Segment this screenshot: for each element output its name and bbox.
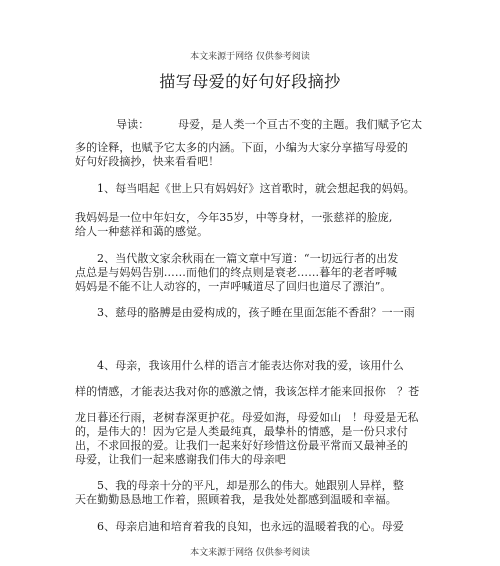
paragraph-4-line-3b: ！母爱是无私 xyxy=(352,411,419,424)
paragraph-2-line-3: 妈妈是不能不让人动容的，一声呼喊道尽了回归也道尽了漂泊”。 xyxy=(75,280,392,293)
paragraph-3-line-1: 3、慈母的胳膊是由爱构成的，孩子睡在里面怎能不香甜？一一雨 xyxy=(97,306,415,319)
footer-note: 本文来源于网络 仅供参考阅读 xyxy=(190,548,310,558)
intro-label: 导读： xyxy=(116,118,150,131)
paragraph-2-line-1: 2、当代散文家余秋雨在一篇文章中写道：“一切远行者的出发 xyxy=(97,252,399,265)
header-note: 本文来源于网络 仅供参考阅读 xyxy=(190,52,310,62)
paragraph-4-line-6: 母爱，让我们一起来感谢我们伟大的母亲吧 xyxy=(75,453,286,466)
page-title: 描写母爱的好句好段摘抄 xyxy=(159,72,341,91)
paragraph-4-line-2a: 样的情感，才能表达我对你的感激之情，我该怎样才能来回报你 xyxy=(75,385,386,398)
paragraph-4-line-3a: 龙日暮还行雨，老树春深更护花。母爱如海，母爱如山 xyxy=(75,411,342,424)
paragraph-6-line-1: 6、母亲启迪和培育着我的良知，也永远的温暖着我的心。母爱 xyxy=(97,520,404,533)
paragraph-2-line-2: 点总是与妈妈告别……而他们的终点则是衰老……暮年的老者呼喊 xyxy=(75,266,397,279)
paragraph-4-line-1: 4、母亲，我该用什么样的语言才能表达你对我的爱，该用什么 xyxy=(97,359,404,372)
paragraph-1-line-2: 我妈妈是一位中年妇女，今年35岁，中等身材，一张慈祥的脸庞, xyxy=(75,211,393,224)
paragraph-4-line-4: 的，是伟大的！因为它是人类最纯真，最挚朴的情感，是一份只求付 xyxy=(75,425,408,438)
intro-line-3: 好句好段摘抄，快来看看吧！ xyxy=(75,155,220,168)
paragraph-4-line-2b: ？苍 xyxy=(397,385,420,398)
paragraph-5-line-2: 天在勤勤恳恳地工作着，照顾着我，是我处处都感到温暖和幸福。 xyxy=(75,493,397,506)
paragraph-1-line-1: 1、每当唱起《世上只有妈妈好》这首歌时，就会想起我的妈妈。 xyxy=(97,182,415,195)
paragraph-4-line-5: 出，不求回报的爱。让我们一起来好好珍惜这份最平常而又最神圣的 xyxy=(75,439,408,452)
paragraph-5-line-1: 5、我的母亲十分的平凡，却是那么的伟大。她跟别人异样，整 xyxy=(97,479,404,492)
paragraph-1-line-3: 给人一种慈祥和蔼的感觉。 xyxy=(75,225,209,238)
intro-line-2: 多的诠释，也赋予它太多的内涵。下面，小编为大家分享描写母爱的 xyxy=(75,141,408,154)
intro-line-1: 母爱，是人类一个亘古不变的主题。我们赋予它太 xyxy=(178,118,423,131)
